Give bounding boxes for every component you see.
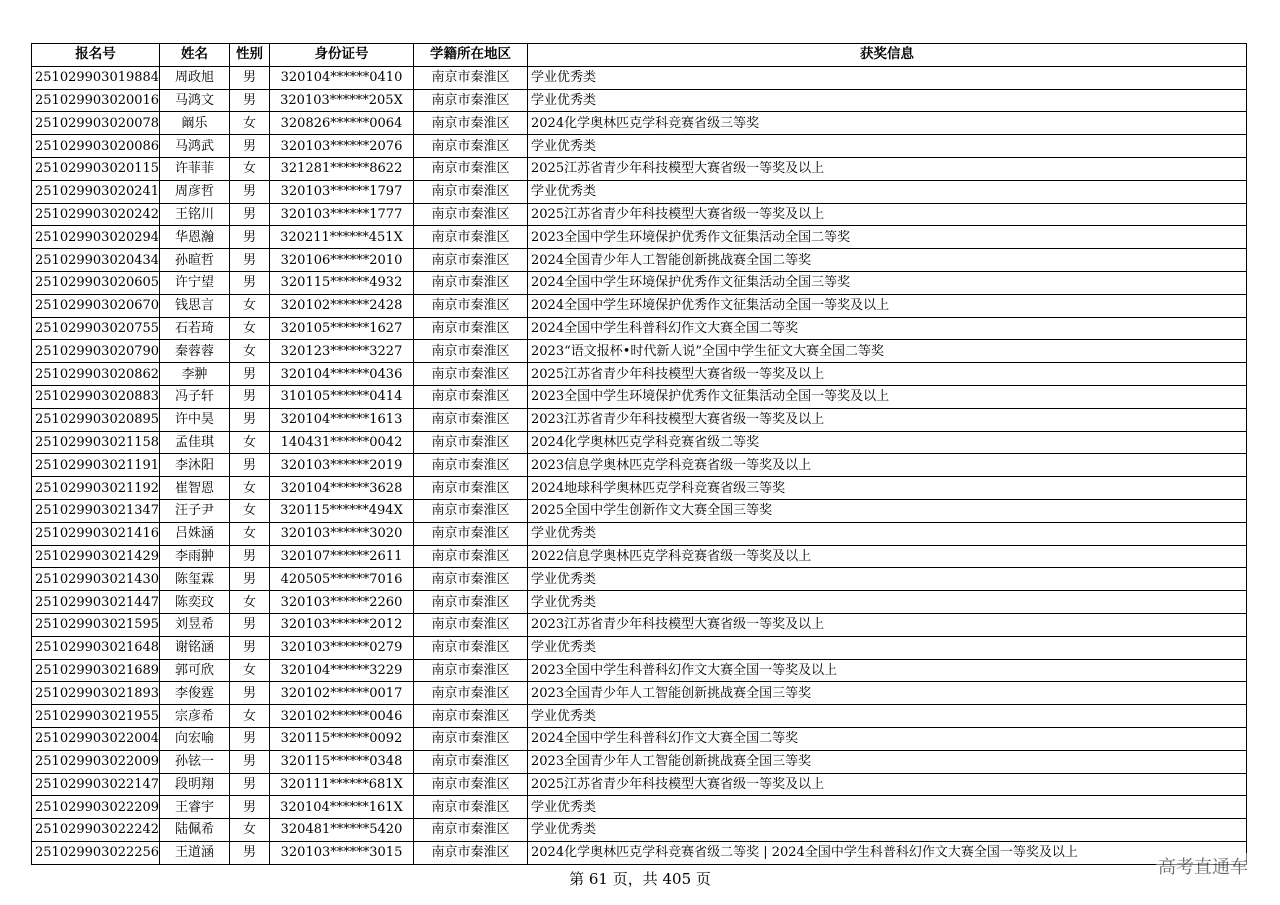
award-info-cell: 2024全国中学生环境保护优秀作文征集活动全国一等奖及以上 [528, 294, 1247, 317]
award-info-cell: 2024地球科学奥林匹克学科竞赛省级三等奖 [528, 477, 1247, 500]
id-number-cell: 320104******161X [270, 796, 414, 819]
gender-cell: 女 [230, 317, 270, 340]
id-number-cell: 320104******3628 [270, 477, 414, 500]
table-row [32, 819, 1247, 842]
id-number-cell: 320103******2012 [270, 613, 414, 636]
table-row [32, 568, 1247, 591]
table-row [32, 408, 1247, 431]
name-cell: 刘昱希 [160, 613, 230, 636]
award-info-cell: 2023全国中学生环境保护优秀作文征集活动全国一等奖及以上 [528, 385, 1247, 408]
table-row [32, 385, 1247, 408]
award-info-cell: 2025江苏省青少年科技模型大赛省级一等奖及以上 [528, 363, 1247, 386]
table-row [32, 340, 1247, 363]
award-info-cell: 2022信息学奥林匹克学科竞赛省级一等奖及以上 [528, 545, 1247, 568]
registration-number-cell: 251029903021595 [32, 613, 160, 636]
school-region-cell: 南京市秦淮区 [414, 226, 528, 249]
school-region-cell: 南京市秦淮区 [414, 157, 528, 180]
school-region-cell: 南京市秦淮区 [414, 180, 528, 203]
registration-number-cell: 251029903021429 [32, 545, 160, 568]
id-number-cell: 310105******0414 [270, 385, 414, 408]
registration-number-cell: 251029903022004 [32, 727, 160, 750]
school-region-cell: 南京市秦淮区 [414, 636, 528, 659]
registration-number-cell: 251029903021447 [32, 591, 160, 614]
gender-cell: 男 [230, 773, 270, 796]
table-row [32, 750, 1247, 773]
header-name: 姓名 [160, 44, 230, 67]
table-row [32, 522, 1247, 545]
gender-cell: 男 [230, 568, 270, 591]
registration-number-cell: 251029903019884 [32, 66, 160, 89]
award-info-cell: 学业优秀类 [528, 180, 1247, 203]
id-number-cell: 320115******4932 [270, 271, 414, 294]
name-cell: 王睿宇 [160, 796, 230, 819]
name-cell: 陆佩希 [160, 819, 230, 842]
school-region-cell: 南京市秦淮区 [414, 203, 528, 226]
id-number-cell: 320104******1613 [270, 408, 414, 431]
registration-number-cell: 251029903020883 [32, 385, 160, 408]
award-info-cell: 2023全国中学生环境保护优秀作文征集活动全国二等奖 [528, 226, 1247, 249]
table-row [32, 454, 1247, 477]
name-cell: 宗彦希 [160, 705, 230, 728]
table-row [32, 135, 1247, 158]
school-region-cell: 南京市秦淮区 [414, 750, 528, 773]
table-row [32, 682, 1247, 705]
id-number-cell: 320115******0348 [270, 750, 414, 773]
school-region-cell: 南京市秦淮区 [414, 340, 528, 363]
registration-number-cell: 251029903021430 [32, 568, 160, 591]
gender-cell: 男 [230, 363, 270, 386]
gender-cell: 男 [230, 226, 270, 249]
id-number-cell: 320102******0017 [270, 682, 414, 705]
name-cell: 谢铭涵 [160, 636, 230, 659]
table-row [32, 89, 1247, 112]
gender-cell: 男 [230, 682, 270, 705]
name-cell: 汪子尹 [160, 499, 230, 522]
table-row [32, 727, 1247, 750]
award-info-cell: 2023“语文报杯•时代新人说”全国中学生征文大赛全国二等奖 [528, 340, 1247, 363]
registration-number-cell: 251029903021192 [32, 477, 160, 500]
gender-cell: 女 [230, 819, 270, 842]
name-cell: 马鸿武 [160, 135, 230, 158]
school-region-cell: 南京市秦淮区 [414, 477, 528, 500]
name-cell: 冯子轩 [160, 385, 230, 408]
gender-cell: 男 [230, 841, 270, 864]
table-body [32, 66, 1247, 864]
gender-cell: 男 [230, 727, 270, 750]
award-info-cell: 学业优秀类 [528, 705, 1247, 728]
award-info-cell: 2023全国青少年人工智能创新挑战赛全国三等奖 [528, 682, 1247, 705]
gender-cell: 男 [230, 796, 270, 819]
award-info-cell: 2023全国青少年人工智能创新挑战赛全国三等奖 [528, 750, 1247, 773]
table-row [32, 66, 1247, 89]
registration-number-cell: 251029903021648 [32, 636, 160, 659]
id-number-cell: 320104******0410 [270, 66, 414, 89]
award-info-cell: 2024全国中学生科普科幻作文大赛全国二等奖 [528, 317, 1247, 340]
id-number-cell: 420505******7016 [270, 568, 414, 591]
school-region-cell: 南京市秦淮区 [414, 385, 528, 408]
id-number-cell: 320103******2019 [270, 454, 414, 477]
table-row [32, 705, 1247, 728]
gender-cell: 男 [230, 454, 270, 477]
id-number-cell: 320105******1627 [270, 317, 414, 340]
page-number: 第 61 页，共 405 页 [569, 870, 711, 888]
award-info-cell: 学业优秀类 [528, 819, 1247, 842]
id-number-cell: 320103******3015 [270, 841, 414, 864]
registration-number-cell: 251029903020895 [32, 408, 160, 431]
registration-number-cell: 251029903022147 [32, 773, 160, 796]
award-info-cell: 学业优秀类 [528, 135, 1247, 158]
school-region-cell: 南京市秦淮区 [414, 591, 528, 614]
table-row [32, 773, 1247, 796]
school-region-cell: 南京市秦淮区 [414, 796, 528, 819]
id-number-cell: 320103******0279 [270, 636, 414, 659]
school-region-cell: 南京市秦淮区 [414, 363, 528, 386]
registration-number-cell: 251029903021416 [32, 522, 160, 545]
registration-number-cell: 251029903020115 [32, 157, 160, 180]
gender-cell: 女 [230, 477, 270, 500]
id-number-cell: 320102******2428 [270, 294, 414, 317]
gender-cell: 女 [230, 340, 270, 363]
gender-cell: 男 [230, 89, 270, 112]
registration-number-cell: 251029903021955 [32, 705, 160, 728]
table-row [32, 363, 1247, 386]
award-info-cell: 学业优秀类 [528, 66, 1247, 89]
registration-number-cell: 251029903020294 [32, 226, 160, 249]
name-cell: 李翀 [160, 363, 230, 386]
award-info-cell: 学业优秀类 [528, 568, 1247, 591]
school-region-cell: 南京市秦淮区 [414, 522, 528, 545]
table-row [32, 180, 1247, 203]
gender-cell: 女 [230, 705, 270, 728]
school-region-cell: 南京市秦淮区 [414, 112, 528, 135]
name-cell: 石若琦 [160, 317, 230, 340]
name-cell: 马鸿文 [160, 89, 230, 112]
id-number-cell: 320123******3227 [270, 340, 414, 363]
school-region-cell: 南京市秦淮区 [414, 773, 528, 796]
gender-cell: 女 [230, 112, 270, 135]
school-region-cell: 南京市秦淮区 [414, 89, 528, 112]
registration-number-cell: 251029903020790 [32, 340, 160, 363]
school-region-cell: 南京市秦淮区 [414, 135, 528, 158]
header-school-region: 学籍所在地区 [414, 44, 528, 67]
id-number-cell: 320107******2611 [270, 545, 414, 568]
school-region-cell: 南京市秦淮区 [414, 727, 528, 750]
name-cell: 吕姝涵 [160, 522, 230, 545]
table-row [32, 841, 1247, 864]
name-cell: 阚乐 [160, 112, 230, 135]
registration-number-cell: 251029903020016 [32, 89, 160, 112]
school-region-cell: 南京市秦淮区 [414, 408, 528, 431]
id-number-cell: 320115******494X [270, 499, 414, 522]
id-number-cell: 320103******3020 [270, 522, 414, 545]
registration-number-cell: 251029903020242 [32, 203, 160, 226]
gender-cell: 女 [230, 591, 270, 614]
gender-cell: 女 [230, 431, 270, 454]
name-cell: 孙铉一 [160, 750, 230, 773]
gender-cell: 男 [230, 135, 270, 158]
table-row [32, 271, 1247, 294]
id-number-cell: 320211******451X [270, 226, 414, 249]
gender-cell: 男 [230, 613, 270, 636]
award-info-cell: 2024全国中学生科普科幻作文大赛全国二等奖 [528, 727, 1247, 750]
registration-number-cell: 251029903020241 [32, 180, 160, 203]
gender-cell: 女 [230, 157, 270, 180]
name-cell: 钱思言 [160, 294, 230, 317]
header-registration-number: 报名号 [32, 44, 160, 67]
gender-cell: 男 [230, 408, 270, 431]
table-row [32, 499, 1247, 522]
award-info-cell: 2023江苏省青少年科技模型大赛省级一等奖及以上 [528, 408, 1247, 431]
table-row [32, 431, 1247, 454]
header-id-number: 身份证号 [270, 44, 414, 67]
registration-number-cell: 251029903020434 [32, 249, 160, 272]
name-cell: 陈玺霖 [160, 568, 230, 591]
table-row [32, 157, 1247, 180]
award-info-cell: 学业优秀类 [528, 591, 1247, 614]
table-row [32, 659, 1247, 682]
gender-cell: 女 [230, 659, 270, 682]
id-number-cell: 321281******8622 [270, 157, 414, 180]
registration-number-cell: 251029903021347 [32, 499, 160, 522]
name-cell: 陈奕玟 [160, 591, 230, 614]
table-header-row [32, 44, 1247, 67]
table-row [32, 294, 1247, 317]
header-award-info: 获奖信息 [528, 44, 1247, 67]
name-cell: 周彦哲 [160, 180, 230, 203]
table-row [32, 249, 1247, 272]
name-cell: 李雨翀 [160, 545, 230, 568]
table-row [32, 477, 1247, 500]
school-region-cell: 南京市秦淮区 [414, 431, 528, 454]
award-info-cell: 2024化学奥林匹克学科竞赛省级二等奖 [528, 431, 1247, 454]
table-row [32, 636, 1247, 659]
table-row [32, 203, 1247, 226]
gender-cell: 女 [230, 522, 270, 545]
registration-number-cell: 251029903021191 [32, 454, 160, 477]
award-info-cell: 2024化学奥林匹克学科竞赛省级三等奖 [528, 112, 1247, 135]
award-info-cell: 2023全国中学生科普科幻作文大赛全国一等奖及以上 [528, 659, 1247, 682]
name-cell: 王铭川 [160, 203, 230, 226]
registration-number-cell: 251029903021158 [32, 431, 160, 454]
name-cell: 许菲菲 [160, 157, 230, 180]
name-cell: 秦蓉蓉 [160, 340, 230, 363]
registration-number-cell: 251029903022209 [32, 796, 160, 819]
gender-cell: 男 [230, 180, 270, 203]
award-info-cell: 学业优秀类 [528, 796, 1247, 819]
gender-cell: 男 [230, 545, 270, 568]
name-cell: 华恩瀚 [160, 226, 230, 249]
table-row [32, 226, 1247, 249]
id-number-cell: 320103******2260 [270, 591, 414, 614]
school-region-cell: 南京市秦淮区 [414, 545, 528, 568]
name-cell: 周政旭 [160, 66, 230, 89]
table-row [32, 112, 1247, 135]
id-number-cell: 320104******3229 [270, 659, 414, 682]
id-number-cell: 320481******5420 [270, 819, 414, 842]
school-region-cell: 南京市秦淮区 [414, 66, 528, 89]
award-info-cell: 2025全国中学生创新作文大赛全国三等奖 [528, 499, 1247, 522]
watermark-logo-text: 高考直通车 [1156, 853, 1250, 879]
school-region-cell: 南京市秦淮区 [414, 294, 528, 317]
gender-cell: 男 [230, 636, 270, 659]
registration-number-cell: 251029903022256 [32, 841, 160, 864]
registration-number-cell: 251029903020862 [32, 363, 160, 386]
award-info-cell: 学业优秀类 [528, 89, 1247, 112]
registration-number-cell: 251029903020755 [32, 317, 160, 340]
gender-cell: 男 [230, 203, 270, 226]
registration-number-cell: 251029903020086 [32, 135, 160, 158]
id-number-cell: 320115******0092 [270, 727, 414, 750]
name-cell: 李俊霆 [160, 682, 230, 705]
name-cell: 许宁望 [160, 271, 230, 294]
school-region-cell: 南京市秦淮区 [414, 249, 528, 272]
award-info-cell: 2023江苏省青少年科技模型大赛省级一等奖及以上 [528, 613, 1247, 636]
table-row [32, 613, 1247, 636]
id-number-cell: 320103******1797 [270, 180, 414, 203]
school-region-cell: 南京市秦淮区 [414, 682, 528, 705]
registration-number-cell: 251029903020078 [32, 112, 160, 135]
id-number-cell: 320103******1777 [270, 203, 414, 226]
award-info-cell: 2025江苏省青少年科技模型大赛省级一等奖及以上 [528, 773, 1247, 796]
name-cell: 郭可欣 [160, 659, 230, 682]
name-cell: 王道涵 [160, 841, 230, 864]
award-info-cell: 2025江苏省青少年科技模型大赛省级一等奖及以上 [528, 157, 1247, 180]
table-row [32, 317, 1247, 340]
registration-number-cell: 251029903020670 [32, 294, 160, 317]
school-region-cell: 南京市秦淮区 [414, 705, 528, 728]
table-row [32, 545, 1247, 568]
name-cell: 崔智恩 [160, 477, 230, 500]
id-number-cell: 320826******0064 [270, 112, 414, 135]
award-info-cell: 2024全国青少年人工智能创新挑战赛全国二等奖 [528, 249, 1247, 272]
name-cell: 段明翔 [160, 773, 230, 796]
gender-cell: 男 [230, 750, 270, 773]
school-region-cell: 南京市秦淮区 [414, 317, 528, 340]
award-info-cell: 2024全国中学生环境保护优秀作文征集活动全国三等奖 [528, 271, 1247, 294]
gender-cell: 男 [230, 249, 270, 272]
school-region-cell: 南京市秦淮区 [414, 454, 528, 477]
school-region-cell: 南京市秦淮区 [414, 819, 528, 842]
id-number-cell: 320103******2076 [270, 135, 414, 158]
registration-number-cell: 251029903020605 [32, 271, 160, 294]
header-gender: 性别 [230, 44, 270, 67]
id-number-cell: 320106******2010 [270, 249, 414, 272]
id-number-cell: 140431******0042 [270, 431, 414, 454]
award-info-cell: 学业优秀类 [528, 522, 1247, 545]
name-cell: 许中昊 [160, 408, 230, 431]
school-region-cell: 南京市秦淮区 [414, 841, 528, 864]
registration-number-cell: 251029903022242 [32, 819, 160, 842]
registration-number-cell: 251029903021893 [32, 682, 160, 705]
award-info-cell: 2025江苏省青少年科技模型大赛省级一等奖及以上 [528, 203, 1247, 226]
name-cell: 孟佳琪 [160, 431, 230, 454]
id-number-cell: 320103******205X [270, 89, 414, 112]
name-cell: 向宏喻 [160, 727, 230, 750]
gender-cell: 男 [230, 271, 270, 294]
id-number-cell: 320104******0436 [270, 363, 414, 386]
school-region-cell: 南京市秦淮区 [414, 659, 528, 682]
student-award-table [31, 43, 1247, 865]
id-number-cell: 320102******0046 [270, 705, 414, 728]
gender-cell: 女 [230, 499, 270, 522]
name-cell: 李沐阳 [160, 454, 230, 477]
gender-cell: 男 [230, 385, 270, 408]
award-info-cell: 2023信息学奥林匹克学科竞赛省级一等奖及以上 [528, 454, 1247, 477]
gender-cell: 女 [230, 294, 270, 317]
registration-number-cell: 251029903022009 [32, 750, 160, 773]
school-region-cell: 南京市秦淮区 [414, 499, 528, 522]
registration-number-cell: 251029903021689 [32, 659, 160, 682]
school-region-cell: 南京市秦淮区 [414, 271, 528, 294]
gender-cell: 男 [230, 66, 270, 89]
award-info-cell: 2024化学奥林匹克学科竞赛省级二等奖 | 2024全国中学生科普科幻作文大赛全国一等奖及以上 [528, 841, 1247, 864]
school-region-cell: 南京市秦淮区 [414, 568, 528, 591]
name-cell: 孙暄哲 [160, 249, 230, 272]
school-region-cell: 南京市秦淮区 [414, 613, 528, 636]
award-info-cell: 学业优秀类 [528, 636, 1247, 659]
table-row [32, 591, 1247, 614]
id-number-cell: 320111******681X [270, 773, 414, 796]
table-row [32, 796, 1247, 819]
